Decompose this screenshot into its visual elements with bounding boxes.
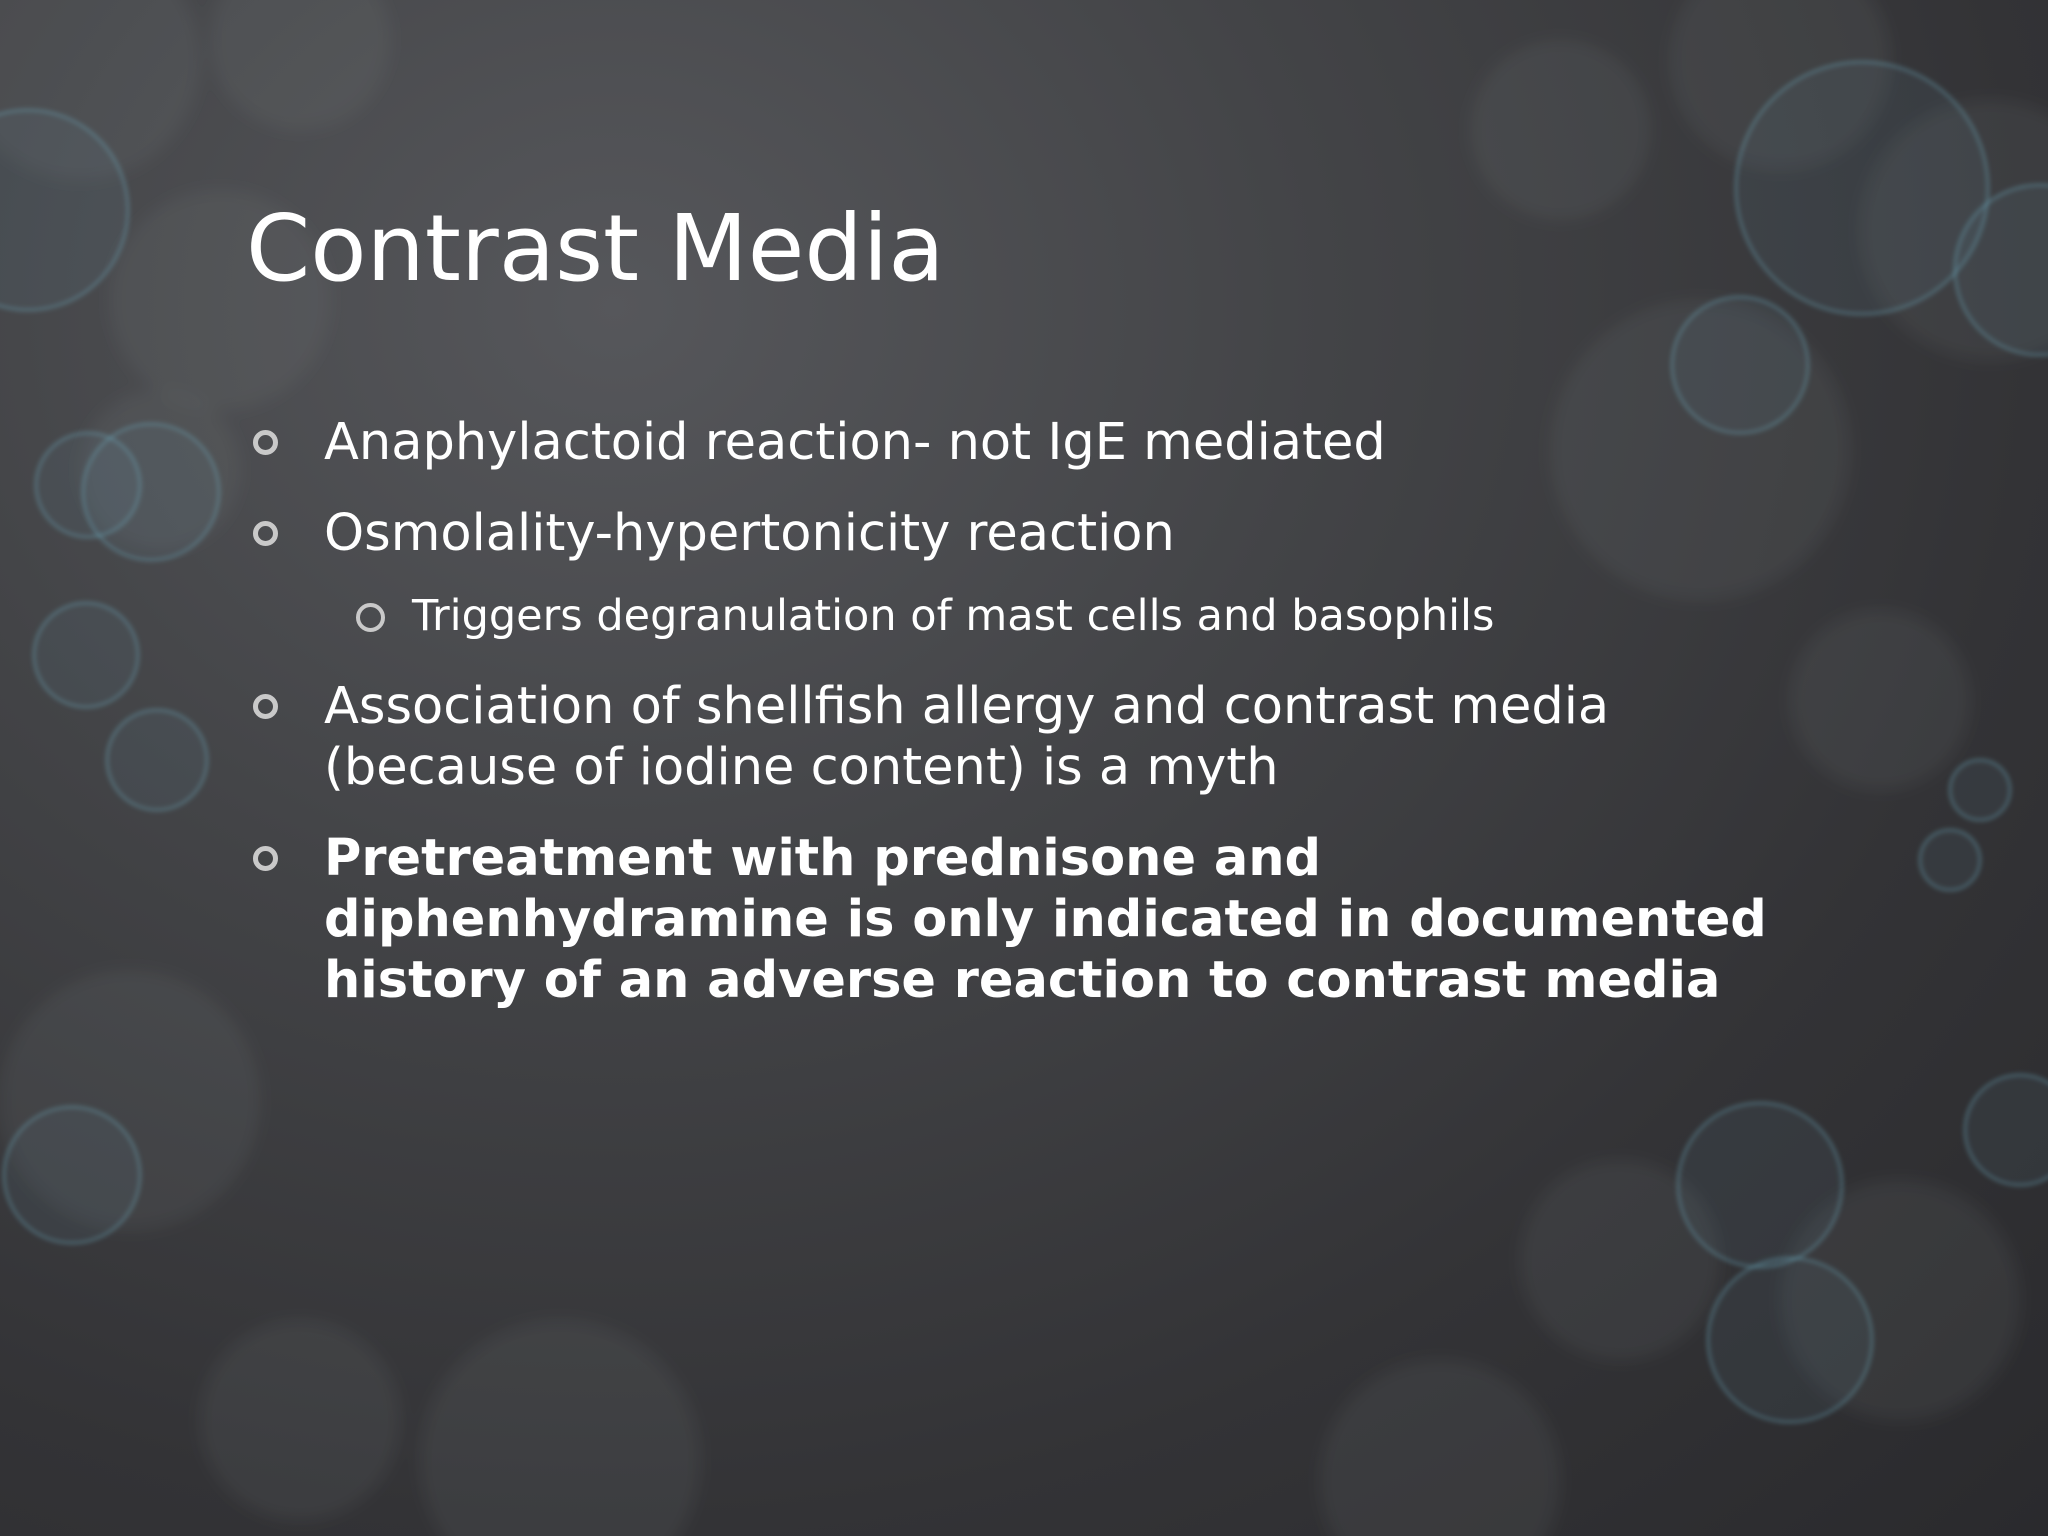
bullet-text: Osmolality-hypertonicity reaction: [324, 504, 1175, 563]
slide-title: Contrast Media: [246, 195, 945, 302]
hollow-circle-bullet-icon: [253, 430, 278, 455]
bullet-text: Anaphylactoid reaction- not IgE mediated: [324, 413, 1386, 472]
bullet-item: [248, 676, 1808, 798]
hollow-circle-bullet-icon: [253, 846, 278, 871]
bullet-text: Pretreatment with prednisone and diphenhydramine is only indicated in documented history of an adverse reaction to contrast media: [324, 829, 1767, 1010]
bullet-text: Association of shellfish allergy and contrast media (because of iodine content) is a myth: [324, 677, 1610, 797]
bullet-item: [248, 503, 1808, 564]
bullet-item: [248, 412, 1808, 473]
hollow-circle-bullet-icon: [253, 521, 278, 546]
hollow-circle-bullet-icon: [253, 694, 278, 719]
hollow-circle-bullet-icon: [356, 603, 385, 632]
sub-bullet-item: [350, 590, 1808, 642]
bullet-text: Triggers degranulation of mast cells and basophils: [412, 591, 1495, 641]
bullet-list: [248, 412, 1808, 1041]
bullet-item-emphasized: [248, 828, 1808, 1011]
